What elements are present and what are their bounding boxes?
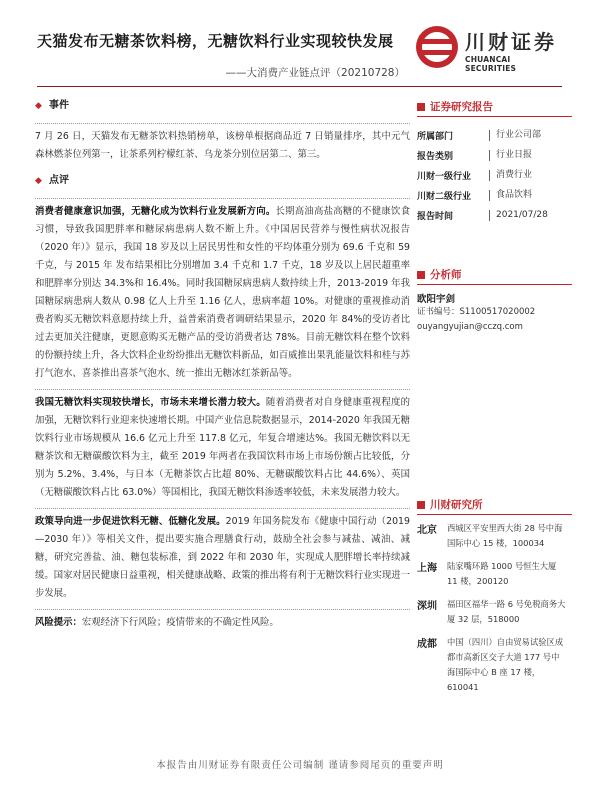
event-heading-label: 事件 [49, 100, 69, 111]
info-key: 报告时间 [417, 211, 454, 222]
address-city: 成都 [417, 639, 437, 650]
analyst-heading [417, 265, 572, 285]
section-divider [35, 389, 410, 390]
institute-heading [417, 495, 572, 515]
report-subtitle: ——大消费产业链点评（20210728） [225, 67, 405, 79]
paragraph-health-awareness [35, 203, 410, 383]
paragraph-lead: 我国无糖饮料实现较快增长，市场未来增长潜力较大。 [35, 397, 266, 408]
risk-warning [35, 614, 410, 632]
info-key: 川财一级行业 [417, 171, 472, 182]
info-row [417, 205, 572, 225]
logo-text-cn: 川财证券 [465, 30, 557, 54]
info-key: 所属部门 [417, 131, 454, 142]
address-text: 中国（四川）自由贸易试验区成都市高新区交子大道 177 号中海国际中心 B 座 17 楼，610041 [447, 637, 564, 692]
address-row [417, 521, 572, 551]
risk-text: 宏观经济下行风险；疫情带来的不确定性风险。 [81, 617, 279, 628]
info-value: 2021/07/28 [489, 210, 548, 221]
report-info-heading-label: 证券研究报告 [430, 101, 493, 113]
analyst-email[interactable]: ouyangyujian@cczq.com [417, 322, 523, 332]
info-row [417, 165, 572, 185]
report-title: 天猫发布无糖茶饮料榜，无糖饮料行业实现较快发展 [37, 32, 394, 50]
company-logo [415, 24, 562, 72]
address-city: 深圳 [417, 601, 437, 612]
risk-label: 风险提示： [35, 617, 82, 628]
diamond-bullet-icon: ◆ [35, 176, 42, 186]
address-row [417, 635, 572, 695]
paragraph-lead: 政策导向进一步促进饮料无糖、低糖化发展。 [35, 516, 226, 527]
paragraph-body: 长期高油高盐高糖的不健康饮食习惯，导致我国肥胖率和糖尿病患病人数不断上升。《中国居民营养与慢性病状况报告（2020 年）》显示，我国 18 岁及以上居民男性和女性的平均体重分别为 69.6 千克和 59 千克，与 2015 年 发布结果相比分别增加 3.4 千克和 1.7 千克，18 岁及以上居民超重率和肥胖率分别达 34.3%和 16.4%。同时我国糖尿病患病人数持续上升，2013-2019 年我国糖尿病患病人数从 0.98 亿人上升至 1.16 亿人，患病率超 10%。对健康的重视推动消费者购买无糖饮料意愿持续上升，益普索消费者调研结果显示，2020 年 84%的受访者比过去更加关注健康，更愿意购买无糖产品的受访消费者达 78%。目前无糖饮料在整个饮料的份额持续上升，各大饮料企业纷纷推出无糖饮料新品，如百威推出果乳能量饮料和桂与苏打气泡水、喜茶推出喜茶气泡水、统一推出无糖冰红茶新品等。 [35, 206, 411, 379]
paragraph-lead: 消费者健康意识加强，无糖化成为饮料行业发展新方向。 [35, 206, 276, 217]
address-row [417, 597, 572, 627]
main-content [35, 95, 410, 632]
section-divider [35, 508, 410, 509]
info-value: 行业公司部 [489, 130, 541, 141]
analyst-name: 欧阳宇剑 [417, 294, 456, 305]
info-row [417, 125, 572, 145]
page-footer: 本报告由川财证券有限责任公司编制 谨请参阅尾页的重要声明 [156, 760, 444, 771]
logo-text-en: CHUANCAI SECURITIES [465, 55, 517, 73]
header-divider [37, 86, 562, 87]
institute-heading-label: 川财研究所 [430, 499, 483, 511]
square-bullet-icon [417, 271, 425, 279]
event-text: 7 月 26 日，天猫发布无糖茶饮料热销榜单，该榜单根据商品近 7 日销量排序，其中元气森林燃茶位列第一，让茶系列柠檬红茶、乌龙茶分别位居第二、第三。 [35, 131, 410, 160]
info-value: 食品饮料 [489, 190, 532, 201]
diamond-bullet-icon: ◆ [35, 101, 42, 111]
address-row [417, 559, 572, 589]
report-info-heading [417, 97, 572, 117]
section-divider [35, 609, 410, 610]
report-header [37, 22, 562, 92]
paragraph-body: 随着消费者对自身健康重视程度的加强，无糖饮料行业迎来快速增长期。中国产业信息院数据显示，2014-2020 年我国无糖饮料行业市场规模从 16.6 亿元上升至 117.8 亿元，年复合增速达%。我国无糖饮料以无糖茶饮和无糖碳酸饮料为主，截至 2019 年两者在我国饮料市场上市场份额占比较低，分别为 5.2%、3.4%，与日本（无糖茶饮占比超 80%、无糖碳酸饮料占比 44.6%）、英国（无糖碳酸饮料占比 63.0%）等国相比，我国无糖饮料渗透率较低，未来发展潜力较大。 [35, 397, 410, 498]
info-key: 川财二级行业 [417, 191, 472, 202]
paragraph-market-growth [35, 394, 410, 502]
address-text: 西城区平安里西大街 28 号中海国际中心 15 楼，100034 [447, 523, 563, 548]
address-city: 北京 [417, 525, 437, 536]
info-row [417, 145, 572, 165]
info-value: 消费行业 [489, 170, 532, 181]
report-sidebar [417, 97, 572, 703]
address-text: 福田区福华一路 6 号免税商务大厦 32 层，518000 [447, 599, 566, 624]
section-divider [35, 198, 410, 199]
square-bullet-icon [417, 501, 425, 509]
commentary-heading-label: 点评 [49, 175, 69, 186]
analyst-cert: 证书编号：S1100517020002 [417, 307, 536, 317]
logo-mark-icon [415, 25, 459, 69]
info-row [417, 185, 572, 205]
event-heading [35, 95, 410, 117]
paragraph-body: 2019 年国务院发布《健康中国行动（2019—2030 年）》等相关文件，提出要实施合理膳食行动，鼓励全社会参与减盐、减油、减糖，研究完善盐、油、糖包装标准，到 2022 年和 2030 年，实现成人肥胖增长率持续减缓。国家对居民健康日益重视，相关健康战略、政策的推出将有利于无糖饮料行业实现进一步发展。 [35, 516, 411, 599]
info-value: 行业日报 [489, 150, 532, 161]
address-city: 上海 [417, 563, 437, 574]
square-bullet-icon [417, 103, 425, 111]
analyst-heading-label: 分析师 [430, 269, 462, 281]
address-text: 陆家嘴环路 1000 号恒生大厦 11 楼，200120 [447, 561, 557, 586]
paragraph-policy [35, 513, 410, 603]
section-divider [35, 123, 410, 124]
info-key: 报告类别 [417, 151, 454, 162]
commentary-heading [35, 170, 410, 192]
